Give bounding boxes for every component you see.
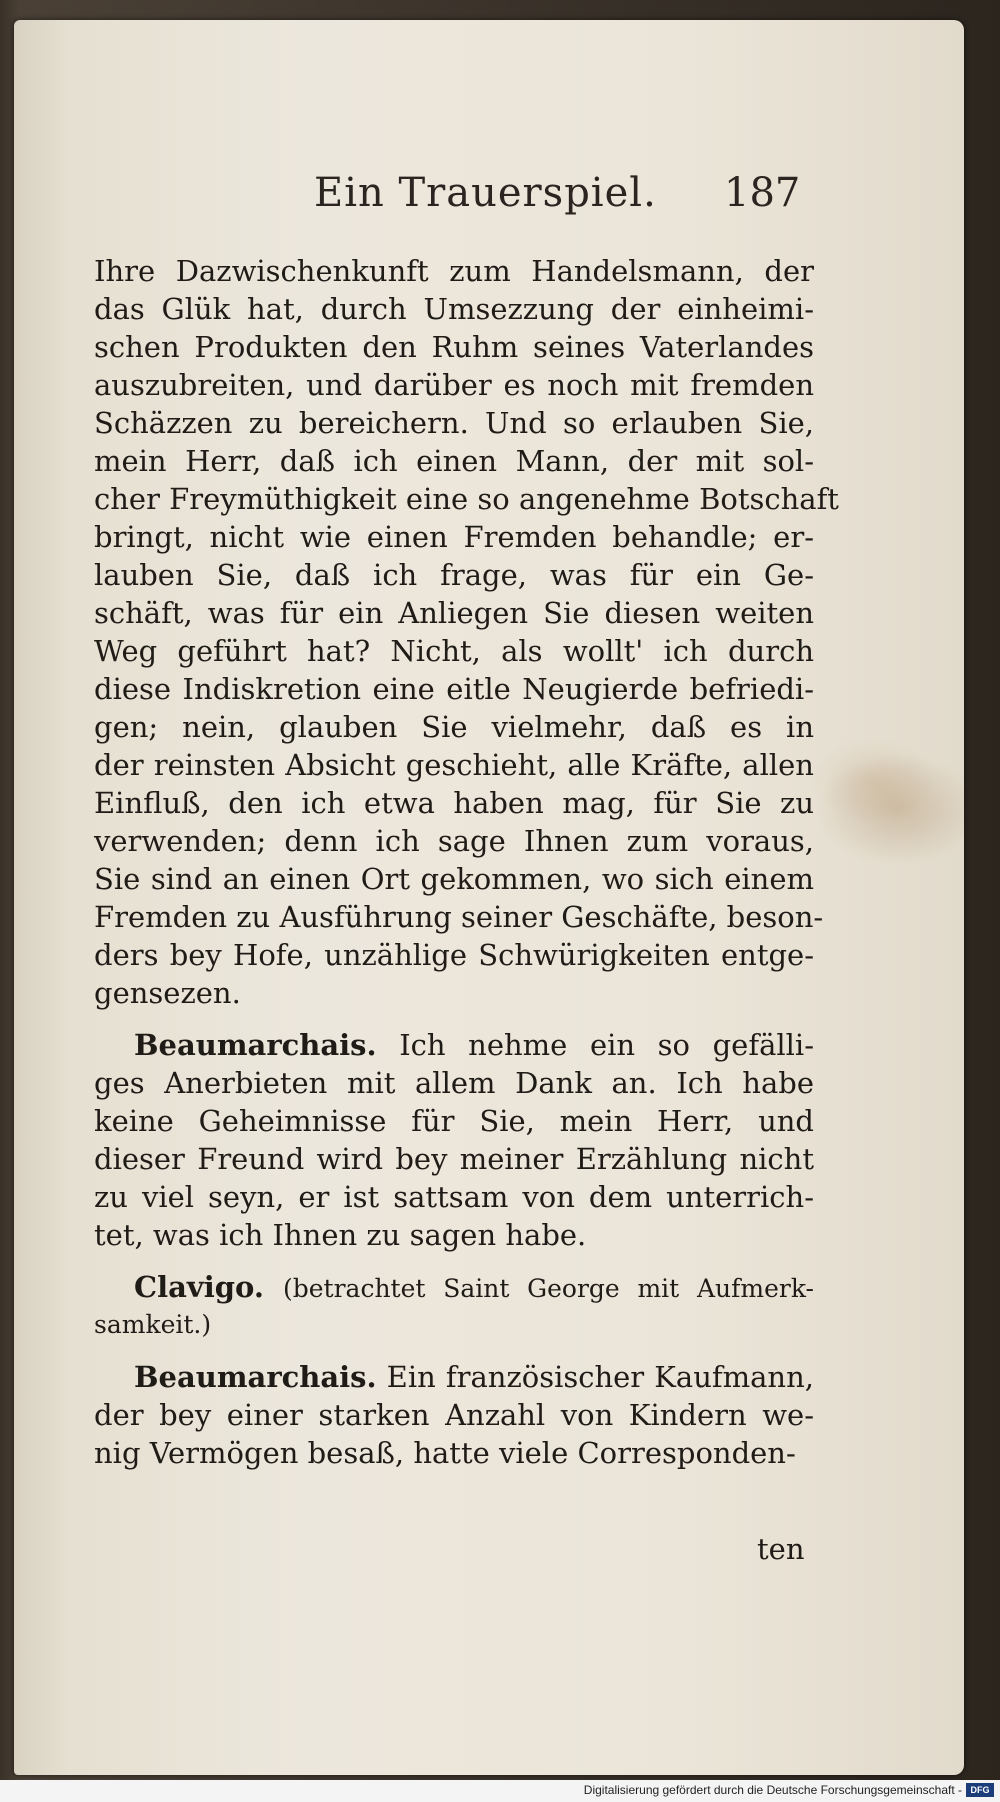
stage-direction: (betrachtet Saint George mit Aufmerk- (283, 1274, 814, 1303)
text-line: schäft, was für ein Anliegen Sie diesen weiten (94, 596, 814, 630)
text-line: Schäzzen zu bereichern. Und so erlauben Sie, (94, 406, 814, 440)
line-text: Ich nehme ein so gefälli- (399, 1028, 814, 1062)
text-line: zu viel seyn, er ist sattsam von dem unterrich- (94, 1180, 814, 1214)
text-line: das Glük hat, durch Umsezzung der einheimi- (94, 292, 814, 326)
line-text: Ein französischer Kaufmann, (386, 1360, 814, 1394)
footer-bar (0, 1780, 1000, 1802)
text-line (94, 1268, 814, 1306)
text-line: der bey einer starken Anzahl von Kindern we- (94, 1398, 814, 1432)
text-line: gensezen. (94, 976, 241, 1010)
paragraph-lines (94, 1064, 814, 1254)
page-title: Ein Trauerspiel. (314, 170, 657, 216)
text-line: samkeit.) (94, 1310, 212, 1339)
text-line: nig Vermögen besaß, hatte viele Corresponden- (94, 1436, 796, 1470)
text-line: mein Herr, daß ich einen Mann, der mit sol- (94, 444, 814, 478)
paragraph-clavigo (94, 1268, 814, 1344)
text-line: Ihre Dazwischenkunft zum Handelsmann, der (94, 254, 814, 288)
text-line: lauben Sie, daß ich frage, was für ein Ge- (94, 558, 814, 592)
page-number: 187 (724, 170, 801, 216)
text-line: Fremden zu Ausführung seiner Geschäfte, beson- (94, 900, 824, 934)
text-line: der reinsten Absicht geschieht, alle Kräfte, allen (94, 748, 814, 782)
text-line: verwenden; denn ich sage Ihnen zum voraus, (94, 824, 814, 858)
text-line: schen Produkten den Ruhm seines Vaterlandes (94, 330, 814, 364)
text-line: gen; nein, glauben Sie vielmehr, daß es in (94, 710, 814, 744)
paragraph-lines (94, 1396, 814, 1472)
text-line: ders bey Hofe, unzählige Schwürigkeiten entge- (94, 938, 814, 972)
running-head (14, 170, 964, 230)
text-line: diese Indiskretion eine eitle Neugierde befriedi- (94, 672, 814, 706)
text-line: Einfluß, den ich etwa haben mag, für Sie zu (94, 786, 814, 820)
text-line: dieser Freund wird bey meiner Erzählung nicht (94, 1142, 814, 1176)
text-line: auszubreiten, und darüber es noch mit fremden (94, 368, 814, 402)
dfg-logo: DFG (966, 1783, 994, 1797)
funding-credit: Digitalisierung gefördert durch die Deutsche Forschungsgemeinschaft - (583, 1783, 962, 1797)
text-line: ges Anerbieten mit allem Dank an. Ich habe (94, 1066, 814, 1100)
paragraph-beaumarchais-1 (94, 1026, 814, 1254)
text-line (94, 1358, 814, 1396)
text-line: tet, was ich Ihnen zu sagen habe. (94, 1218, 587, 1252)
text-line: keine Geheimnisse für Sie, mein Herr, und (94, 1104, 814, 1138)
text-line (94, 1026, 814, 1064)
speaker-name: Beaumarchais. (134, 1360, 377, 1394)
book-page (14, 20, 964, 1775)
text-line: Weg geführt hat? Nicht, als wollt' ich durch (94, 634, 814, 668)
speaker-name: Clavigo. (134, 1270, 264, 1304)
paragraph-speech (94, 252, 839, 1012)
paragraph-beaumarchais-2 (94, 1358, 814, 1472)
text-block (94, 252, 839, 1472)
text-line: bringt, nicht wie einen Fremden behandle; er- (94, 520, 814, 554)
paragraph-lines (94, 1306, 814, 1344)
speaker-name: Beaumarchais. (134, 1028, 377, 1062)
catchword: ten (757, 1532, 805, 1566)
text-line: Sie sind an einen Ort gekommen, wo sich einem (94, 862, 814, 896)
text-line: cher Freymüthigkeit eine so angenehme Botschaft (94, 482, 839, 516)
